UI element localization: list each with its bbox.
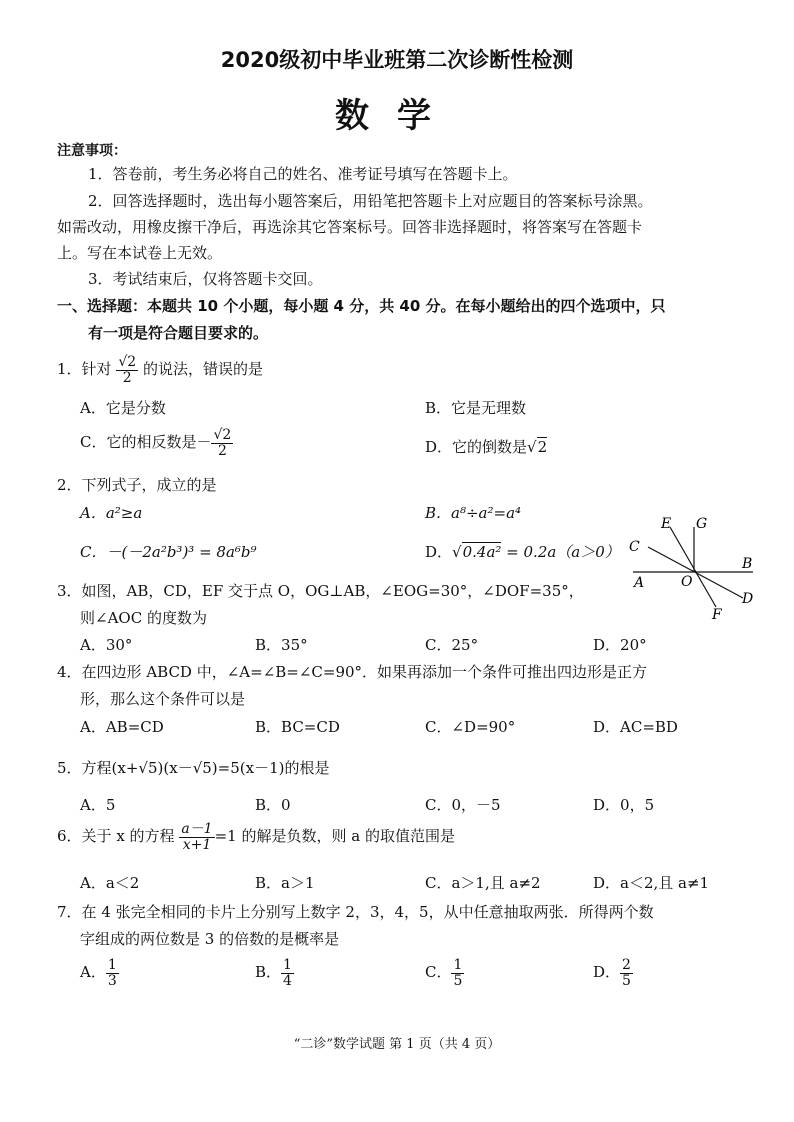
frac-num: a－1 — [181, 821, 213, 837]
label-g: G — [696, 516, 708, 532]
question-number: 7． — [57, 903, 82, 921]
q4-option-b: B．BC=CD — [255, 718, 340, 736]
q2-d-label: D． — [425, 543, 453, 561]
question-5 — [57, 757, 329, 778]
frac-num: 1 — [283, 957, 292, 973]
option-label: D． — [593, 963, 621, 982]
frac-den: 2 — [217, 442, 227, 459]
frac-num: √2 — [213, 427, 232, 443]
q5-option-d: D．0，5 — [593, 796, 655, 814]
frac-num: 1 — [453, 957, 463, 973]
q1-c-fraction — [211, 428, 233, 458]
frac-den: x+1 — [182, 836, 212, 853]
option-label: C． — [425, 963, 452, 982]
question-number: 2． — [57, 476, 82, 494]
section-heading-line2: 有一项是符合题目要求的。 — [88, 324, 269, 342]
note-2-line1: 2．回答选择题时，选出每小题答案后，用铅笔把答题卡上对应题目的答案标号涂黑。 — [88, 192, 653, 210]
question-number: 5． — [57, 759, 82, 777]
label-b: B — [742, 556, 753, 572]
question-number: 4． — [57, 663, 82, 681]
label-f: F — [712, 607, 722, 620]
section-heading-line1: 一、选择题：本题共 10 个小题，每小题 4 分，共 40 分。在每小题给出的四个选项中，只 — [57, 297, 666, 315]
question-number: 3． — [57, 582, 82, 600]
label-e: E — [661, 516, 672, 532]
question-3 — [57, 580, 584, 601]
question-2 — [57, 474, 217, 495]
q1-c-text: C．它的相反数是－ — [80, 433, 212, 452]
angle-figure — [628, 515, 758, 620]
frac-den: 5 — [622, 972, 631, 989]
q4-line1: 在四边形 ABCD 中，∠A=∠B=∠C=90°．如果再添加一个条件可推出四边形是正方 — [81, 663, 648, 681]
question-number: 6． — [57, 827, 82, 846]
q1-option-b: B．它是无理数 — [425, 399, 527, 417]
note-2-line3: 上。写在本试卷上无效。 — [57, 244, 223, 262]
notes-heading: 注意事项： — [57, 143, 127, 159]
exam-title: 2020级初中毕业班第二次诊断性检测 — [220, 48, 574, 72]
q7-option-c — [425, 958, 464, 988]
q1-option-d: D．它的倒数是√2 — [425, 438, 548, 456]
q6-option-b: B．a＞1 — [255, 874, 315, 892]
option-fraction — [451, 958, 464, 988]
subject-title: 数学 — [335, 96, 459, 136]
question-number: 1． — [57, 360, 82, 379]
q5-text: 方程(x+√5)(x－√5)=5(x－1)的根是 — [81, 759, 330, 777]
q4-line2: 形，那么这个条件可以是 — [80, 690, 246, 708]
label-d: D — [742, 591, 754, 607]
q4-option-a: A．AB=CD — [80, 718, 164, 736]
q6-post: =1 的解是负数，则 a 的取值范围是 — [214, 827, 455, 846]
note-2-line2: 如需改动，用橡皮擦干净后，再选涂其它答案标号。回答非选择题时，将答案写在答题卡 — [57, 218, 643, 236]
q5-option-b: B．0 — [255, 796, 291, 814]
q3-option-c: C．25° — [425, 636, 479, 654]
q7-option-d — [593, 958, 633, 988]
q2-text: 下列式子，成立的是 — [81, 476, 217, 494]
label-o: O — [681, 574, 693, 590]
question-6 — [57, 822, 455, 852]
question-7 — [57, 901, 654, 922]
line-ef — [670, 527, 716, 607]
frac-den: 5 — [453, 972, 463, 989]
frac-den: 4 — [283, 972, 292, 989]
q2-option-d: D．√0.4a² = 0.2a（a＞0） — [425, 543, 620, 561]
label-c: C — [629, 539, 640, 555]
q1-pre: 针对 — [81, 360, 112, 379]
frac-num: √2 — [118, 354, 137, 370]
frac-num: 1 — [107, 957, 117, 973]
q3-line2: 则∠AOC 的度数为 — [80, 609, 207, 627]
option-fraction — [106, 958, 119, 988]
frac-den: 3 — [107, 972, 117, 989]
q1-option-a: A．它是分数 — [80, 399, 166, 417]
q1-fraction — [116, 355, 138, 385]
q2-option-a: A．a²≥a — [80, 504, 143, 522]
q6-fraction — [179, 822, 214, 852]
q2-d-rest: = 0.2a（a＞0） — [501, 543, 620, 561]
q2-d-radicand: 0.4a² — [462, 543, 502, 561]
note-1: 1．答卷前，考生务必将自己的姓名、准考证号填写在答题卡上。 — [88, 165, 518, 183]
frac-den: 2 — [122, 369, 132, 386]
question-4 — [57, 661, 647, 682]
q6-option-d: D．a＜2,且 a≠1 — [593, 874, 710, 892]
q3-line1: 如图，AB，CD，EF 交于点 O，OG⊥AB，∠EOG=30°，∠DOF=35°， — [81, 582, 584, 600]
option-label: A． — [80, 963, 106, 982]
q6-option-a: A．a＜2 — [80, 874, 140, 892]
q3-option-a: A．30° — [80, 636, 133, 654]
q5-option-a: A．5 — [80, 796, 116, 814]
q2-option-b: B．a⁸÷a²=a⁴ — [425, 504, 522, 522]
q1-d-text: D．它的倒数是 — [425, 438, 528, 456]
q1-option-c — [80, 428, 233, 458]
option-fraction — [281, 958, 294, 988]
q5-option-c: C．0，－5 — [425, 796, 501, 814]
q7-line2: 字组成的两位数是 3 的倍数的是概率是 — [80, 930, 340, 948]
q4-option-d: D．AC=BD — [593, 718, 678, 736]
q3-option-b: B．35° — [255, 636, 308, 654]
option-fraction — [620, 958, 633, 988]
q2-option-c: C．－(－2a²b³)³ = 8a⁶b⁹ — [80, 543, 257, 561]
q3-option-d: D．20° — [593, 636, 647, 654]
question-1 — [57, 355, 263, 385]
q7-option-b — [255, 958, 294, 988]
q7-line1: 在 4 张完全相同的卡片上分别写上数字 2，3，4，5，从中任意抽取两张．所得两个数 — [81, 903, 654, 921]
q1-post: 的说法，错误的是 — [142, 360, 263, 379]
q6-option-c: C．a＞1,且 a≠2 — [425, 874, 541, 892]
q1-d-radicand: 2 — [537, 438, 548, 456]
page-footer: “二诊”数学试题 第 1 页（共 4 页） — [293, 1037, 501, 1052]
q7-option-a — [80, 958, 119, 988]
q4-option-c: C．∠D=90° — [425, 718, 516, 736]
note-3: 3．考试结束后，仅将答题卡交回。 — [88, 270, 323, 288]
q6-pre: 关于 x 的方程 — [81, 827, 175, 846]
frac-num: 2 — [622, 957, 631, 973]
label-a: A — [634, 575, 645, 591]
option-label: B． — [255, 963, 282, 982]
